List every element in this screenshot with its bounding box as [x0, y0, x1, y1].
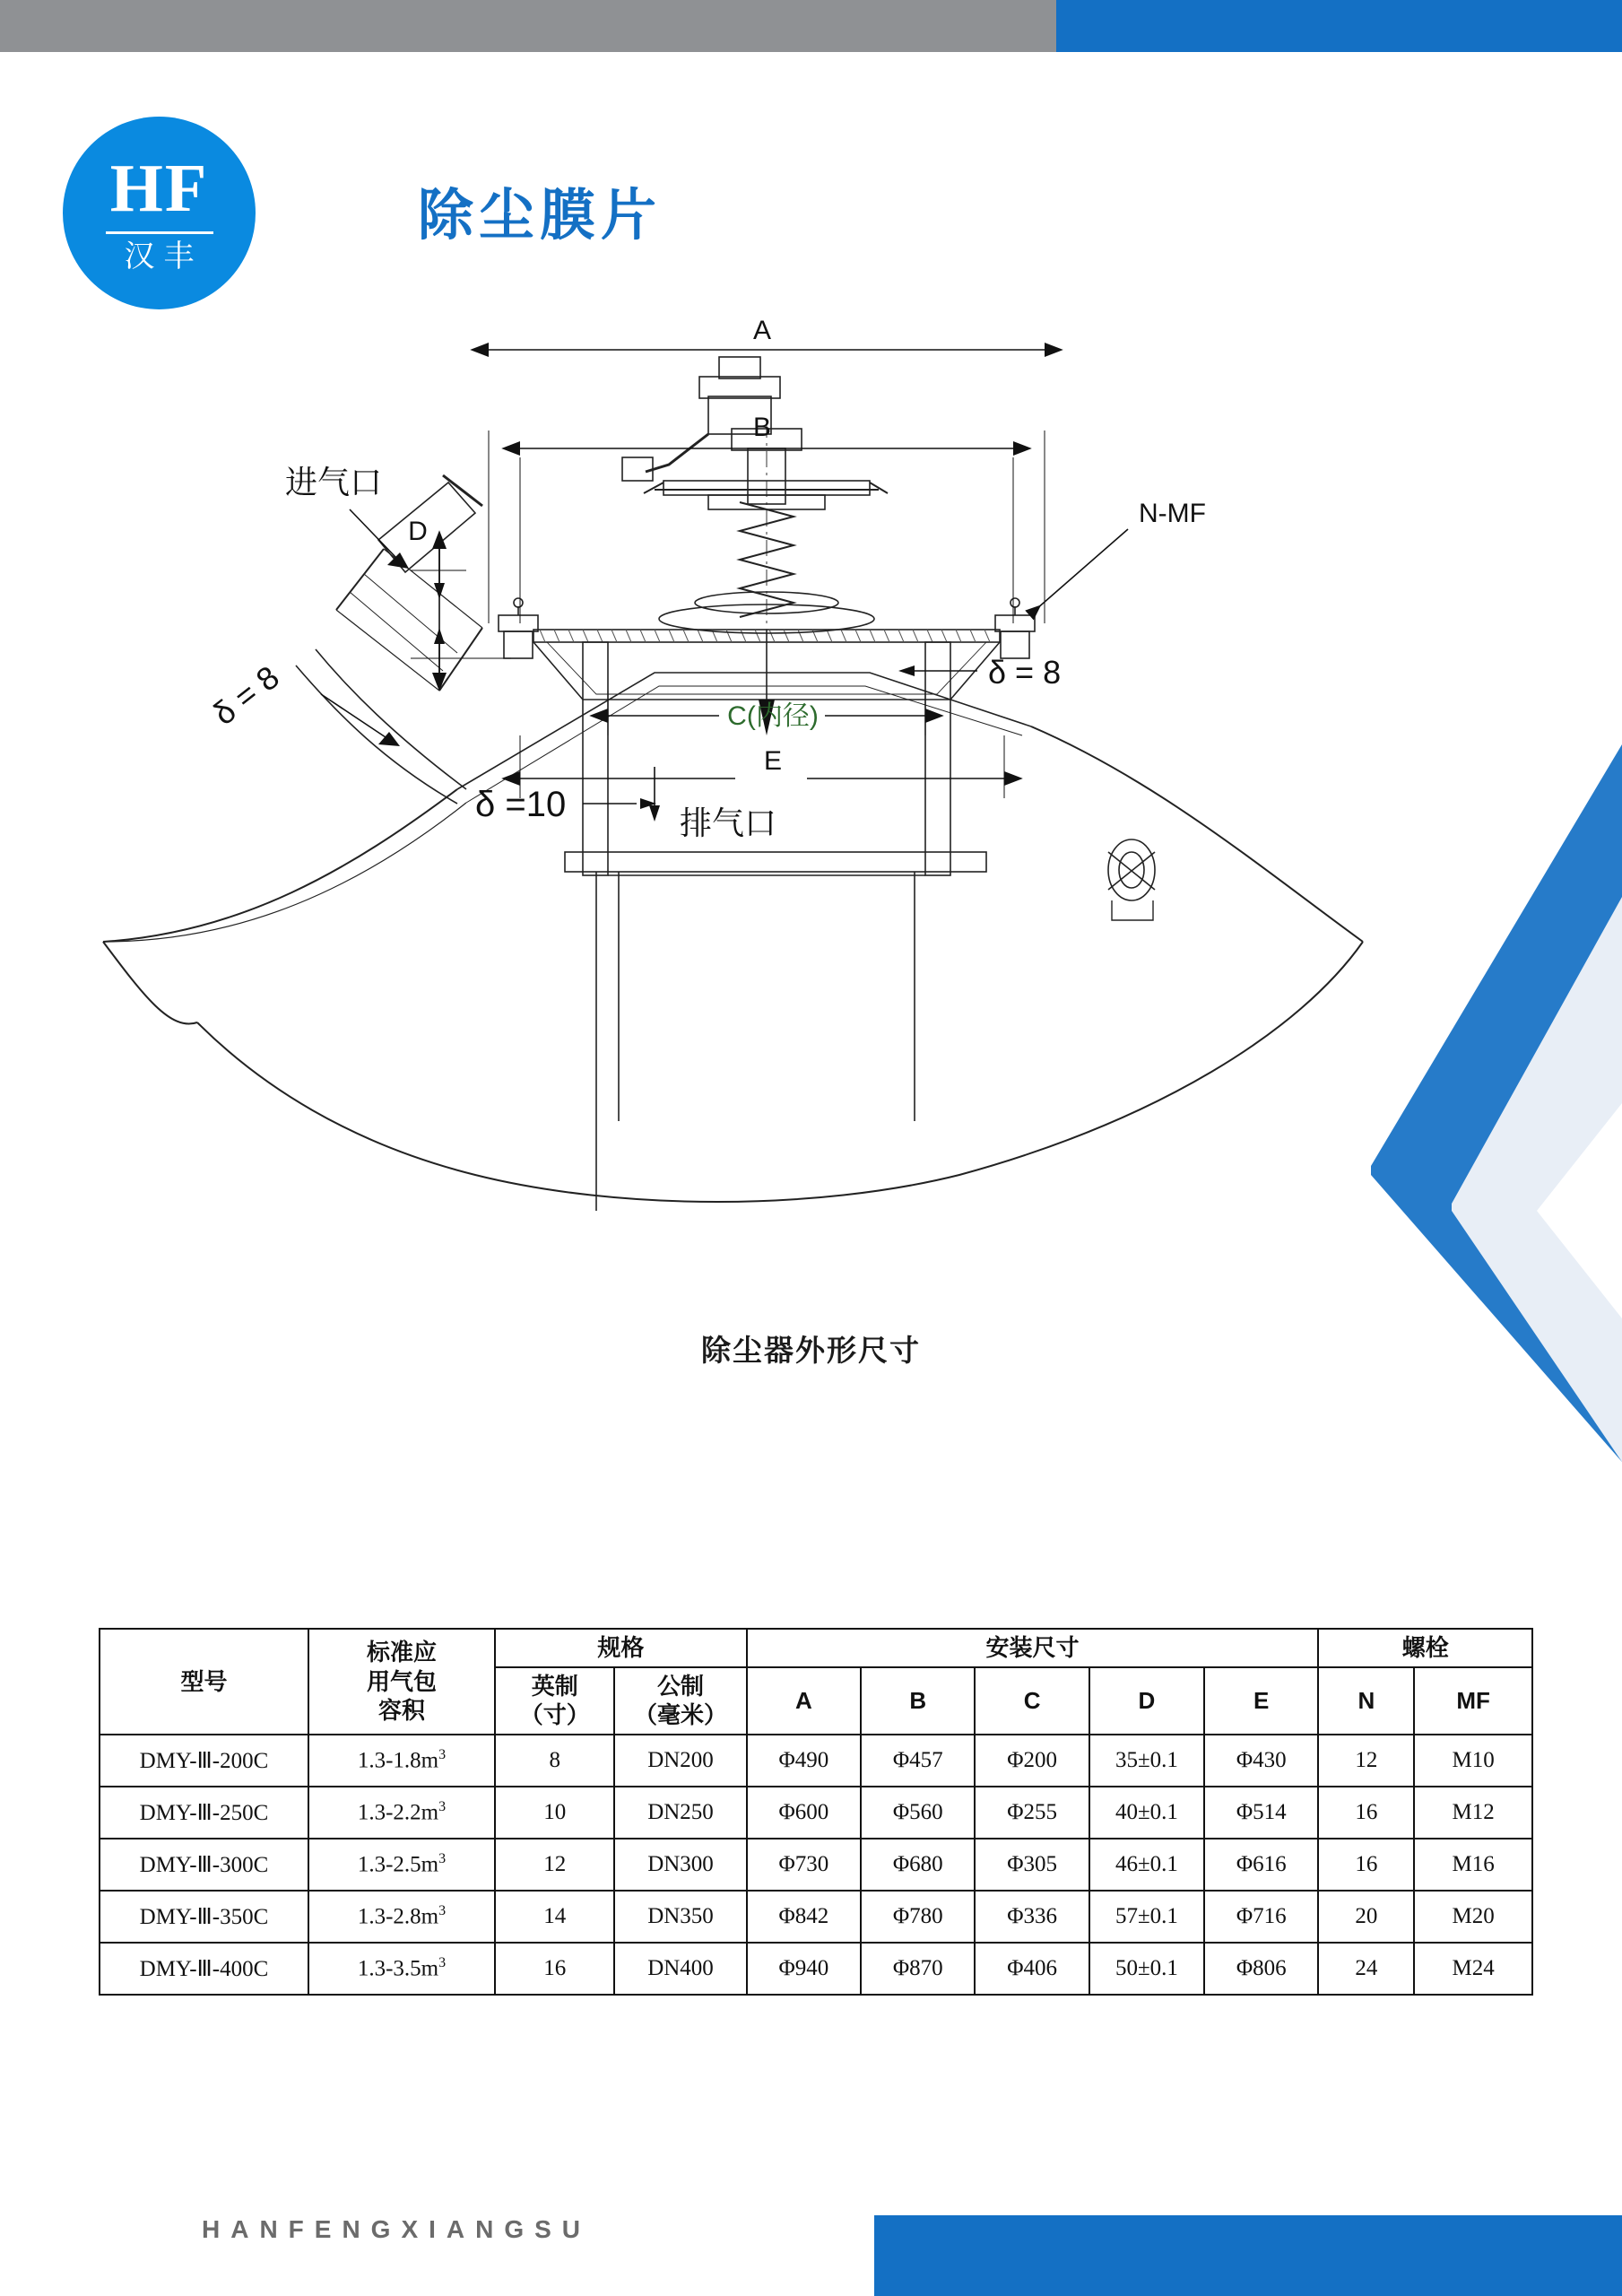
- cell-dim-b: Φ680: [861, 1839, 975, 1891]
- dim-label-e: E: [763, 746, 783, 776]
- header-spec-inch: [495, 1667, 614, 1735]
- cell-volume: $1.3-1.8m^3$: [308, 1735, 495, 1787]
- cell-model: DMY-Ⅲ-400C: [100, 1943, 308, 1995]
- delta-8-left-label: δ = 8: [205, 658, 286, 733]
- cell-dim-b: Φ870: [861, 1943, 975, 1995]
- unit-superscript: 3: [438, 1850, 447, 1866]
- inlet-label: 进气口: [285, 464, 383, 500]
- cell-inch: 10: [495, 1787, 614, 1839]
- footer-brand: HANFENGXIANGSU: [202, 2215, 592, 2243]
- company-logo: [63, 117, 256, 309]
- header-dim-b: B: [861, 1667, 975, 1735]
- cell-mm: DN400: [614, 1943, 746, 1995]
- header-dim-d: D: [1089, 1667, 1204, 1735]
- cell-dim-a: Φ490: [747, 1735, 861, 1787]
- cell-mm: DN250: [614, 1787, 746, 1839]
- cell-mm: DN200: [614, 1735, 746, 1787]
- cell-dim-a: Φ730: [747, 1839, 861, 1891]
- cell-model: DMY-Ⅲ-300C: [100, 1839, 308, 1891]
- unit-superscript: 3: [438, 1746, 447, 1762]
- cell-dim-e: Φ616: [1204, 1839, 1318, 1891]
- cell-dim-a: Φ940: [747, 1943, 861, 1995]
- header-bar-blue: [1056, 0, 1622, 52]
- logo-initials: HF: [109, 151, 209, 226]
- dim-label-d: D: [408, 517, 428, 546]
- cell-volume: $1.3-2.2m^3$: [308, 1787, 495, 1839]
- spec-table-wrapper: [99, 1628, 1533, 1996]
- cell-model: DMY-Ⅲ-250C: [100, 1787, 308, 1839]
- cell-inch: 12: [495, 1839, 614, 1891]
- cell-dim-c: Φ336: [975, 1891, 1089, 1943]
- header-dim-a: A: [747, 1667, 861, 1735]
- header-volume-line2: 用气包: [367, 1667, 438, 1695]
- cell-dim-b: Φ780: [861, 1891, 975, 1943]
- cell-dim-b: Φ560: [861, 1787, 975, 1839]
- unit-superscript: 3: [438, 1954, 447, 1970]
- header-dim-c: C: [975, 1667, 1089, 1735]
- cell-volume: $1.3-3.5m^3$: [308, 1943, 495, 1995]
- cell-bolt-n: 20: [1318, 1891, 1414, 1943]
- drawing-caption: 除尘器外形尺寸: [701, 1334, 921, 1367]
- cell-dim-b: Φ457: [861, 1735, 975, 1787]
- cell-bolt-mf: M12: [1414, 1787, 1532, 1839]
- cell-bolt-n: 16: [1318, 1839, 1414, 1891]
- dim-label-b: B: [752, 413, 772, 442]
- table-row: [100, 1735, 1532, 1787]
- spec-table: [99, 1628, 1533, 1996]
- cell-bolt-mf: M24: [1414, 1943, 1532, 1995]
- table-header-row-1: [100, 1629, 1532, 1667]
- header-spec-mm-line2: （毫米）: [634, 1701, 728, 1728]
- header-model: 型号: [100, 1629, 308, 1735]
- unit-superscript: 3: [438, 1798, 447, 1814]
- table-row: [100, 1839, 1532, 1891]
- dim-label-a: A: [752, 316, 772, 345]
- cell-dim-a: Φ600: [747, 1787, 861, 1839]
- cell-mm: DN350: [614, 1891, 746, 1943]
- dim-label-n-mf: N-MF: [1139, 499, 1206, 528]
- cell-inch: 14: [495, 1891, 614, 1943]
- cell-bolt-mf: M20: [1414, 1891, 1532, 1943]
- cell-dim-e: Φ430: [1204, 1735, 1318, 1787]
- delta-8-right-label: δ = 8: [988, 654, 1062, 691]
- header-bolt-mf: MF: [1414, 1667, 1532, 1735]
- header-dim-e: E: [1204, 1667, 1318, 1735]
- cell-inch: 16: [495, 1943, 614, 1995]
- technical-drawing: [81, 314, 1542, 1345]
- logo-chinese-name: 汉丰: [124, 239, 204, 274]
- cell-volume: $1.3-2.5m^3$: [308, 1839, 495, 1891]
- logo-divider: [106, 231, 213, 234]
- cell-dim-d: 46±0.1: [1089, 1839, 1204, 1891]
- delta-10-label: δ =10: [475, 785, 567, 824]
- page-title: 除尘膜片: [418, 185, 663, 247]
- cell-bolt-mf: M10: [1414, 1735, 1532, 1787]
- header-spec-mm-line1: 公制: [657, 1672, 705, 1700]
- cell-dim-a: Φ842: [747, 1891, 861, 1943]
- cell-bolt-n: 12: [1318, 1735, 1414, 1787]
- cell-dim-d: 57±0.1: [1089, 1891, 1204, 1943]
- cell-volume: $1.3-2.8m^3$: [308, 1891, 495, 1943]
- cell-bolt-n: 16: [1318, 1787, 1414, 1839]
- cell-dim-c: Φ406: [975, 1943, 1089, 1995]
- cell-bolt-n: 24: [1318, 1943, 1414, 1995]
- header-bolt-group: 螺栓: [1318, 1629, 1532, 1667]
- dim-label-c: C(内径): [727, 701, 819, 731]
- cell-dim-e: Φ514: [1204, 1787, 1318, 1839]
- header-volume-line1: 标准应: [367, 1639, 438, 1665]
- header-bolt-n: N: [1318, 1667, 1414, 1735]
- header-spec-inch-line2: （寸）: [519, 1701, 590, 1728]
- header-volume: [308, 1629, 495, 1735]
- cell-dim-e: Φ806: [1204, 1943, 1318, 1995]
- cell-dim-e: Φ716: [1204, 1891, 1318, 1943]
- cell-dim-d: 40±0.1: [1089, 1787, 1204, 1839]
- cell-bolt-mf: M16: [1414, 1839, 1532, 1891]
- outlet-label: 排气口: [680, 804, 777, 841]
- cell-dim-c: Φ305: [975, 1839, 1089, 1891]
- cell-dim-c: Φ255: [975, 1787, 1089, 1839]
- table-body: [100, 1735, 1532, 1995]
- table-row: [100, 1943, 1532, 1995]
- header-bar-grey: [0, 0, 1056, 52]
- cell-model: DMY-Ⅲ-350C: [100, 1891, 308, 1943]
- cell-inch: 8: [495, 1735, 614, 1787]
- cell-mm: DN300: [614, 1839, 746, 1891]
- header-spec-group: 规格: [495, 1629, 747, 1667]
- unit-superscript: 3: [438, 1902, 447, 1918]
- header-spec-mm: [614, 1667, 746, 1735]
- table-row: [100, 1891, 1532, 1943]
- table-row: [100, 1787, 1532, 1839]
- cell-dim-c: Φ200: [975, 1735, 1089, 1787]
- footer-bar-blue: [874, 2215, 1622, 2296]
- header-volume-line3: 容积: [378, 1697, 426, 1724]
- cell-dim-d: 35±0.1: [1089, 1735, 1204, 1787]
- header-spec-inch-line1: 英制: [531, 1672, 578, 1700]
- cell-dim-d: 50±0.1: [1089, 1943, 1204, 1995]
- cell-model: DMY-Ⅲ-200C: [100, 1735, 308, 1787]
- header-install-group: 安装尺寸: [747, 1629, 1319, 1667]
